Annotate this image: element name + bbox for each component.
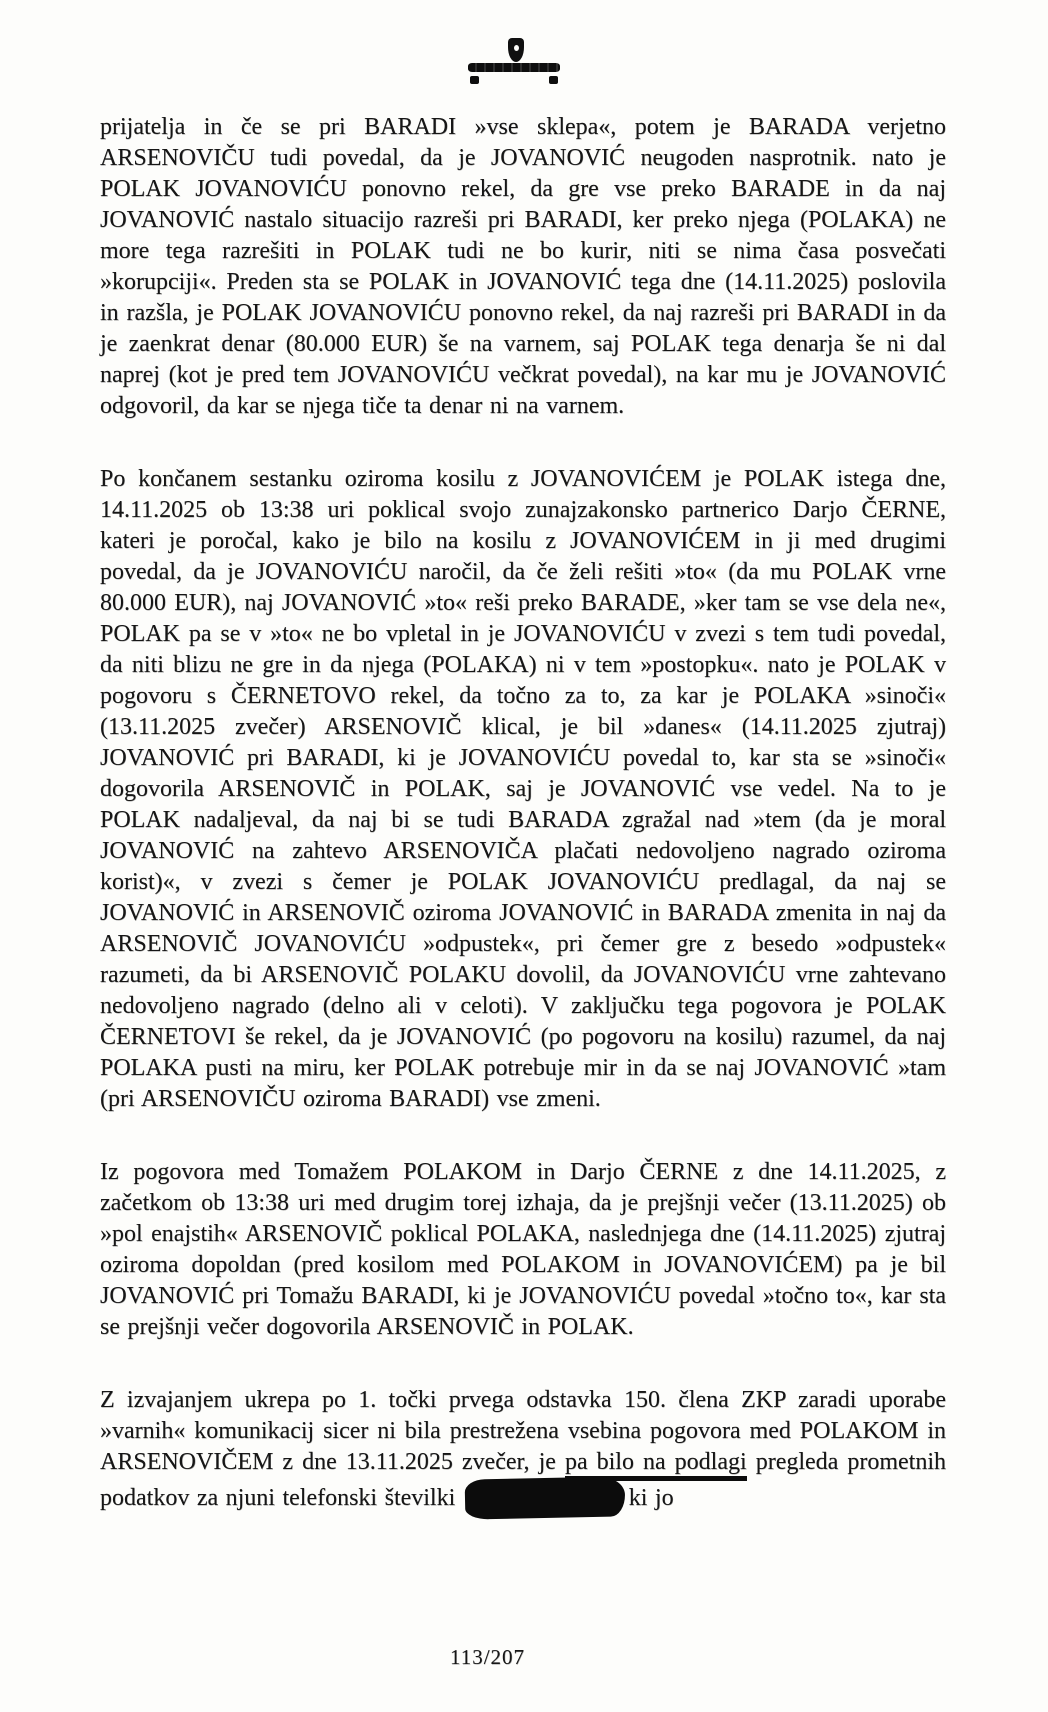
document-body xyxy=(100,112,946,1560)
redaction-bar xyxy=(464,1476,625,1519)
stamp-text-bar xyxy=(468,63,560,72)
paragraph-4 xyxy=(100,1385,946,1518)
letterhead-stamp-icon xyxy=(468,36,562,86)
stamp-dot-left xyxy=(470,76,479,84)
paragraph-4-text-end: ki jo xyxy=(628,1485,674,1511)
paragraph-4-text-middle: pregleda prometnih podatkov za njuni telefonski številki xyxy=(100,1449,947,1511)
stamp-dot-right xyxy=(549,76,558,84)
paragraph-3: Iz pogovora med Tomažem POLAKOM in Darjo ČERNE z dne 14.11.2025, z začetkom ob 13:38 uri med drugim torej izhaja, da je prejšnji večer (13.11.2025) ob »pol enajstih« ARSENOVIČ poklical POLAKA, naslednjega dne (14.11.2025) zjutraj oziroma dopoldan (pred kosilom med POLAKOM in JOVANOVIĆEM) pa je bil JOVANOVIĆ pri Tomažu BARADI, ki je JOVANOVIĆU povedal »točno to«, kar sta se prejšnji večer dogovorila ARSENOVIČ in POLAK. xyxy=(100,1159,946,1340)
paragraph-4-underlined-text: pa bilo na podlagi xyxy=(565,1449,747,1481)
paragraph-4-text-start: Z izvajanjem ukrepa po 1. točki prvega odstavka 150. člena ZKP zaradi uporabe »varnih« komunikacij sicer ni bila prestrežena vsebina pogovora med POLAKOM in ARSENOVIČEM z dne 13.11.2025 zvečer, je xyxy=(100,1387,946,1475)
paragraph-2: Po končanem sestanku oziroma kosilu z JOVANOVIĆEM je POLAK istega dne, 14.11.2025 ob 13:38 uri poklical svojo zunajzakonsko partnerico Darjo ČERNE, kateri je poročal, kako je bilo na kosilu z JOVANOVIĆEM in ji med drugimi povedal, da je JOVANOVIĆU naročil, da če želi rešiti »to« (da mu POLAK vrne 80.000 EUR), naj JOVANOVIĆ »to« reši preko BARADE, »ker tam se vse dela ne«, POLAK pa se v »to« ne bo vpletal in je JOVANOVIĆU v zvezi s tem tudi povedal, da niti blizu ne gre in da njega (POLAKA) ni v tem »postopku«. nato je POLAK v pogovoru s ČERNETOVO rekel, da točno za to, za kar je POLAKA »sinoči« (13.11.2025 zvečer) ARSENOVIČ klical, je bil »danes« (14.11.2025 zjutraj) JOVANOVIĆ pri BARADI, ki je JOVANOVIĆU povedal to, kar sta se »sinoči« dogovorila ARSENOVIČ in POLAK, saj je JOVANOVIĆ vse vedel. Na to je POLAK nadaljeval, da naj bi se tudi BARADA zgražal nad »tem (da je moral JOVANOVIĆ na zahtevo ARSENOVIČA plačati nedovoljeno nagrado oziroma korist)«, v zvezi s čemer je POLAK JOVANOVIĆU predlagal, da naj se JOVANOVIĆ in ARSENOVIČ oziroma JOVANOVIĆ in BARADA zmenita in naj da ARSENOVIČ JOVANOVIĆU »odpustek«, pri čemer gre z besedo »odpustek« razumeti, da bi ARSENOVIČ POLAKU dovolil, da JOVANOVIĆU vrne zahtevano nedovoljeno nagrado (delno ali v celoti). V zaključku tega pogovora je POLAK ČERNETOVI še rekel, da je JOVANOVIĆ (po pogovoru na kosilu) razumel, da naj POLAKA pusti na miru, ker POLAK potrebuje mir in da se naj JOVANOVIĆ »tam (pri ARSENOVIČU oziroma BARADI) vse zmeni. xyxy=(100,466,946,1112)
stamp-shield-hole xyxy=(514,45,519,51)
page-number: 113/207 xyxy=(450,1645,526,1669)
paragraph-1: prijatelja in če se pri BARADI »vse sklepa«, potem je BARADA verjetno ARSENOVIČU tudi povedal, da je JOVANOVIĆ neugoden nasprotnik. nato je POLAK JOVANOVIĆU ponovno rekel, da gre vse preko BARADE in da naj JOVANOVIĆ nastalo situacijo razreši pri BARADI, ker preko njega (POLAKA) ne more tega razrešiti in POLAK tudi ne bo kurir, niti se nima časa posvečati »korupciji«. Preden sta se POLAK in JOVANOVIĆ tega dne (14.11.2025) poslovila in razšla, je POLAK JOVANOVIĆU ponovno rekel, da naj razreši pri BARADI in da je zaenkrat denar (80.000 EUR) še na varnem, saj POLAK tega denarja še ni dal naprej (kot je pred tem JOVANOVIĆU večkrat povedal), na kar mu je JOVANOVIĆ odgovoril, da kar se njega tiče ta denar ni na varnem. xyxy=(100,114,946,419)
